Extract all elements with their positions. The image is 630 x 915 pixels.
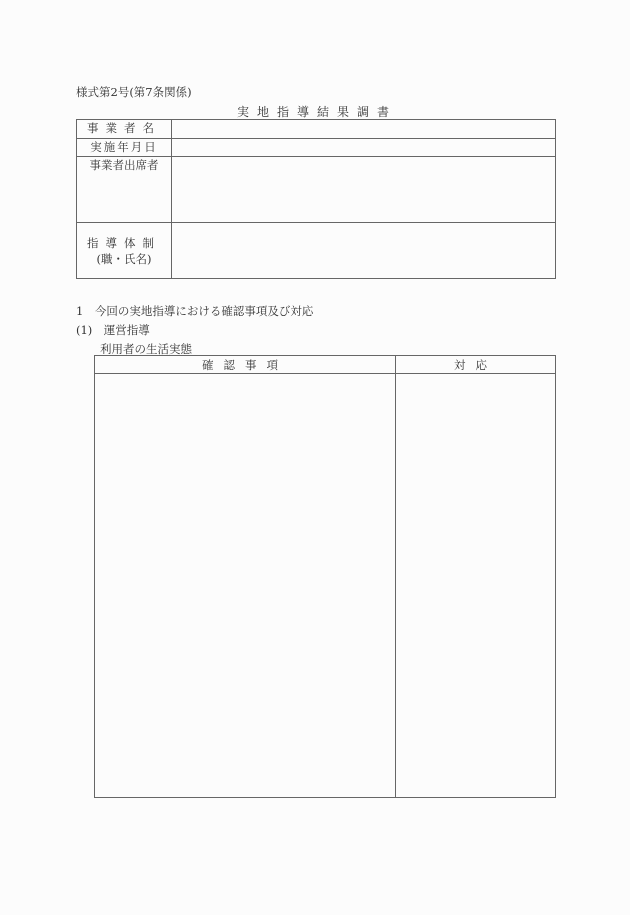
label-guidance-system — [77, 223, 172, 279]
subsection-heading: (1) 運営指導 — [76, 323, 150, 337]
field-attendees[interactable] — [172, 157, 556, 223]
label-date: 実施年月日 — [77, 139, 172, 157]
label-guidance-system-sub: (職・氏名) — [96, 251, 152, 266]
field-guidance-system[interactable] — [172, 223, 556, 279]
section-heading: 1 今回の実地指導における確認事項及び対応 — [76, 304, 314, 318]
table-row — [95, 374, 556, 798]
header-response: 対応 — [396, 356, 556, 374]
field-date[interactable] — [172, 139, 556, 157]
info-table — [76, 119, 556, 279]
label-business-name: 事業者名 — [77, 120, 172, 139]
cell-response[interactable] — [396, 374, 556, 798]
check-table-header — [95, 356, 556, 374]
form-number: 様式第2号(第7条関係) — [76, 85, 192, 99]
label-guidance-system-main: 指導体制 — [87, 235, 161, 250]
subsubsection-heading: 利用者の生活実態 — [100, 342, 192, 356]
row-guidance-system — [77, 223, 556, 279]
cell-check-item[interactable] — [95, 374, 396, 798]
row-business-name — [77, 120, 556, 139]
row-date — [77, 139, 556, 157]
label-attendees: 事業者出席者 — [77, 157, 172, 223]
row-attendees — [77, 157, 556, 223]
header-check-items: 確認事項 — [95, 356, 396, 374]
field-business-name[interactable] — [172, 120, 556, 139]
check-table — [94, 355, 556, 798]
document-title: 実地指導結果調書 — [237, 105, 398, 119]
